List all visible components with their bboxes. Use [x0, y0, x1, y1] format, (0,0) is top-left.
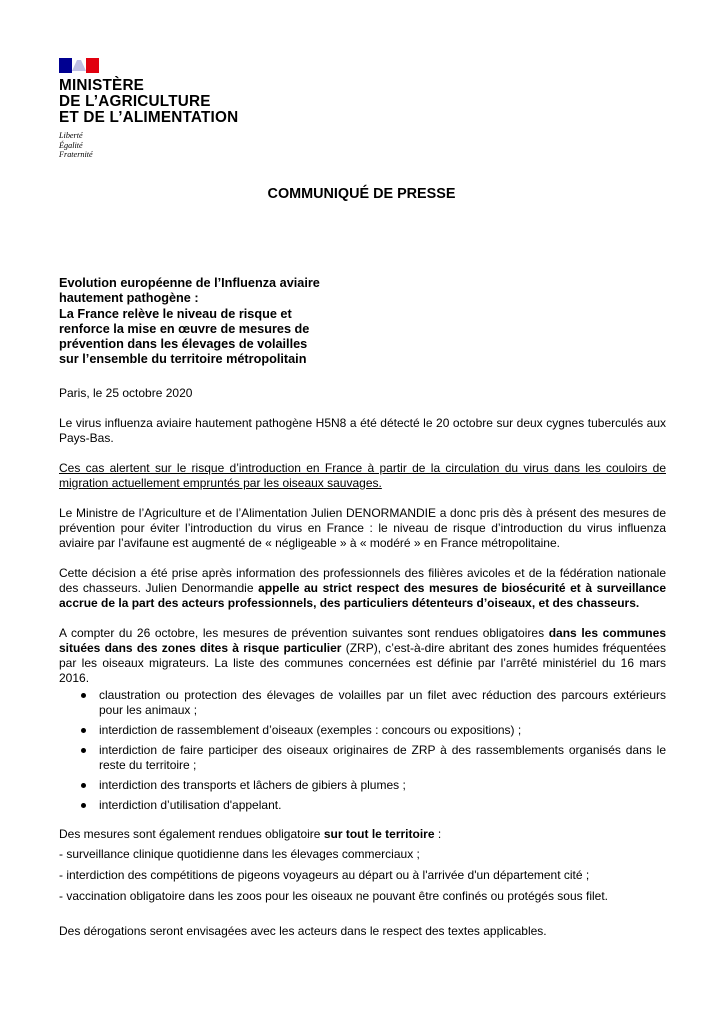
- motto-fraternite: Fraternité: [59, 150, 93, 160]
- list-item: - surveillance clinique quotidienne dans les élevages commerciaux ;: [59, 847, 420, 861]
- paragraph-alert: Ces cas alertent sur le risque d’introduction en France à partir de la circulation du virus dans les couloirs de migration actuellement empruntés par les oiseaux sauvages.: [59, 461, 666, 490]
- ministry-name-line-3: ET DE L’ALIMENTATION: [59, 109, 239, 126]
- bullet-icon: [81, 803, 86, 808]
- french-flag-icon: [59, 58, 99, 73]
- paragraph-detection: Le virus influenza aviaire hautement pathogène H5N8 a été détecté le 20 octobre sur deux cygnes tuberculés aux Pays-Bas.: [59, 416, 666, 445]
- list-item: [59, 743, 666, 773]
- paragraph-derogations: Des dérogations seront envisagées avec les acteurs dans le respect des textes applicables.: [59, 924, 547, 938]
- headline-line: prévention dans les élevages de volailles: [59, 337, 308, 352]
- dateline: Paris, le 25 octobre 2020: [59, 386, 193, 400]
- page-title: COMMUNIQUÉ DE PRESSE: [267, 186, 456, 202]
- republic-motto: [59, 131, 259, 160]
- paragraph-national: [59, 827, 666, 842]
- paragraph-decision-text: Cette décision a été prise après information des professionnels des filières avicoles et de la fédération nationale des chasseurs. Julien Denormandie: [59, 566, 666, 595]
- ministry-logo: [59, 58, 259, 160]
- national-measures-list: [59, 847, 666, 904]
- headline-line: renforce la mise en œuvre de mesures de: [59, 321, 310, 336]
- ministry-name-line-1: MINISTÈRE: [59, 77, 145, 94]
- list-item: [59, 798, 666, 813]
- motto-egalite: Égalité: [59, 140, 83, 150]
- bullet-icon: [81, 748, 86, 753]
- bullet-icon: [81, 728, 86, 733]
- paragraph-national-bold: sur tout le territoire: [323, 827, 435, 841]
- headline-line: La France relève le niveau de risque et: [59, 306, 292, 321]
- list-item: [59, 723, 666, 738]
- list-item: - interdiction des compétitions de pigeons voyageurs au départ ou à l'arrivée d'un département cité ;: [59, 868, 590, 882]
- paragraph-zrp: [59, 626, 666, 686]
- list-item: [59, 688, 666, 718]
- headline-line: hautement pathogène :: [59, 291, 199, 306]
- bullet-icon: [81, 693, 86, 698]
- list-item-text: claustration ou protection des élevages de volailles par un filet avec réduction des parcours extérieurs pour les animaux ;: [99, 688, 666, 717]
- list-item-text: interdiction de rassemblement d’oiseaux (exemples : concours ou expositions) ;: [99, 723, 522, 737]
- list-item: [59, 778, 666, 793]
- body-text: [59, 386, 666, 939]
- paragraph-zrp-text-2: (ZRP), c’est-à-dire abritant des zones humides fréquentées par les oiseaux migrateurs. La liste des communes concernées est définie par l’arrêté ministériel du 16 mars 2016.: [59, 641, 666, 685]
- bullet-icon: [81, 783, 86, 788]
- headline-line: sur l’ensemble du territoire métropolitain: [59, 352, 307, 367]
- zrp-measures-list: [59, 688, 666, 813]
- paragraph-zrp-bold: dans les communes situées dans des zones dites à risque particulier: [59, 626, 666, 655]
- ministry-name-line-2: DE L’AGRICULTURE: [59, 93, 211, 110]
- headline: [59, 276, 359, 368]
- paragraph-minister: Le Ministre de l’Agriculture et de l’Alimentation Julien DENORMANDIE a donc pris dès à présent des mesures de prévention pour éviter l’introduction du virus en France : le niveau de risque d’introduction du virus influenza aviaire par l’avifaune est augmenté de « négligeable » à « modéré » en France métropolitaine.: [59, 506, 666, 550]
- paragraph-national-colon: :: [434, 827, 442, 841]
- list-item-text: interdiction des transports et lâchers de gibiers à plumes ;: [99, 778, 406, 792]
- list-item: - vaccination obligatoire dans les zoos pour les oiseaux ne pouvant être confinés ou protégés sous filet.: [59, 889, 608, 903]
- paragraph-national-text: Des mesures sont également rendues obligatoire: [59, 827, 324, 841]
- list-item-text: interdiction de faire participer des oiseaux originaires de ZRP à des rassemblements organisés dans le reste du territoire ;: [99, 743, 666, 772]
- motto-liberte: Liberté: [59, 131, 83, 140]
- paragraph-zrp-text-1: A compter du 26 octobre, les mesures de prévention suivantes sont rendues obligatoires: [59, 626, 549, 640]
- headline-line: Evolution européenne de l’Influenza aviaire: [59, 276, 320, 290]
- list-item-text: interdiction d’utilisation d'appelant.: [99, 798, 282, 812]
- ministry-name: [59, 78, 259, 126]
- paragraph-decision-bold: appelle au strict respect des mesures de biosécurité et à surveillance accrue de la part des acteurs professionnels, des particuliers détenteurs d’oiseaux, et des chasseurs.: [59, 581, 667, 610]
- paragraph-decision: [59, 566, 666, 611]
